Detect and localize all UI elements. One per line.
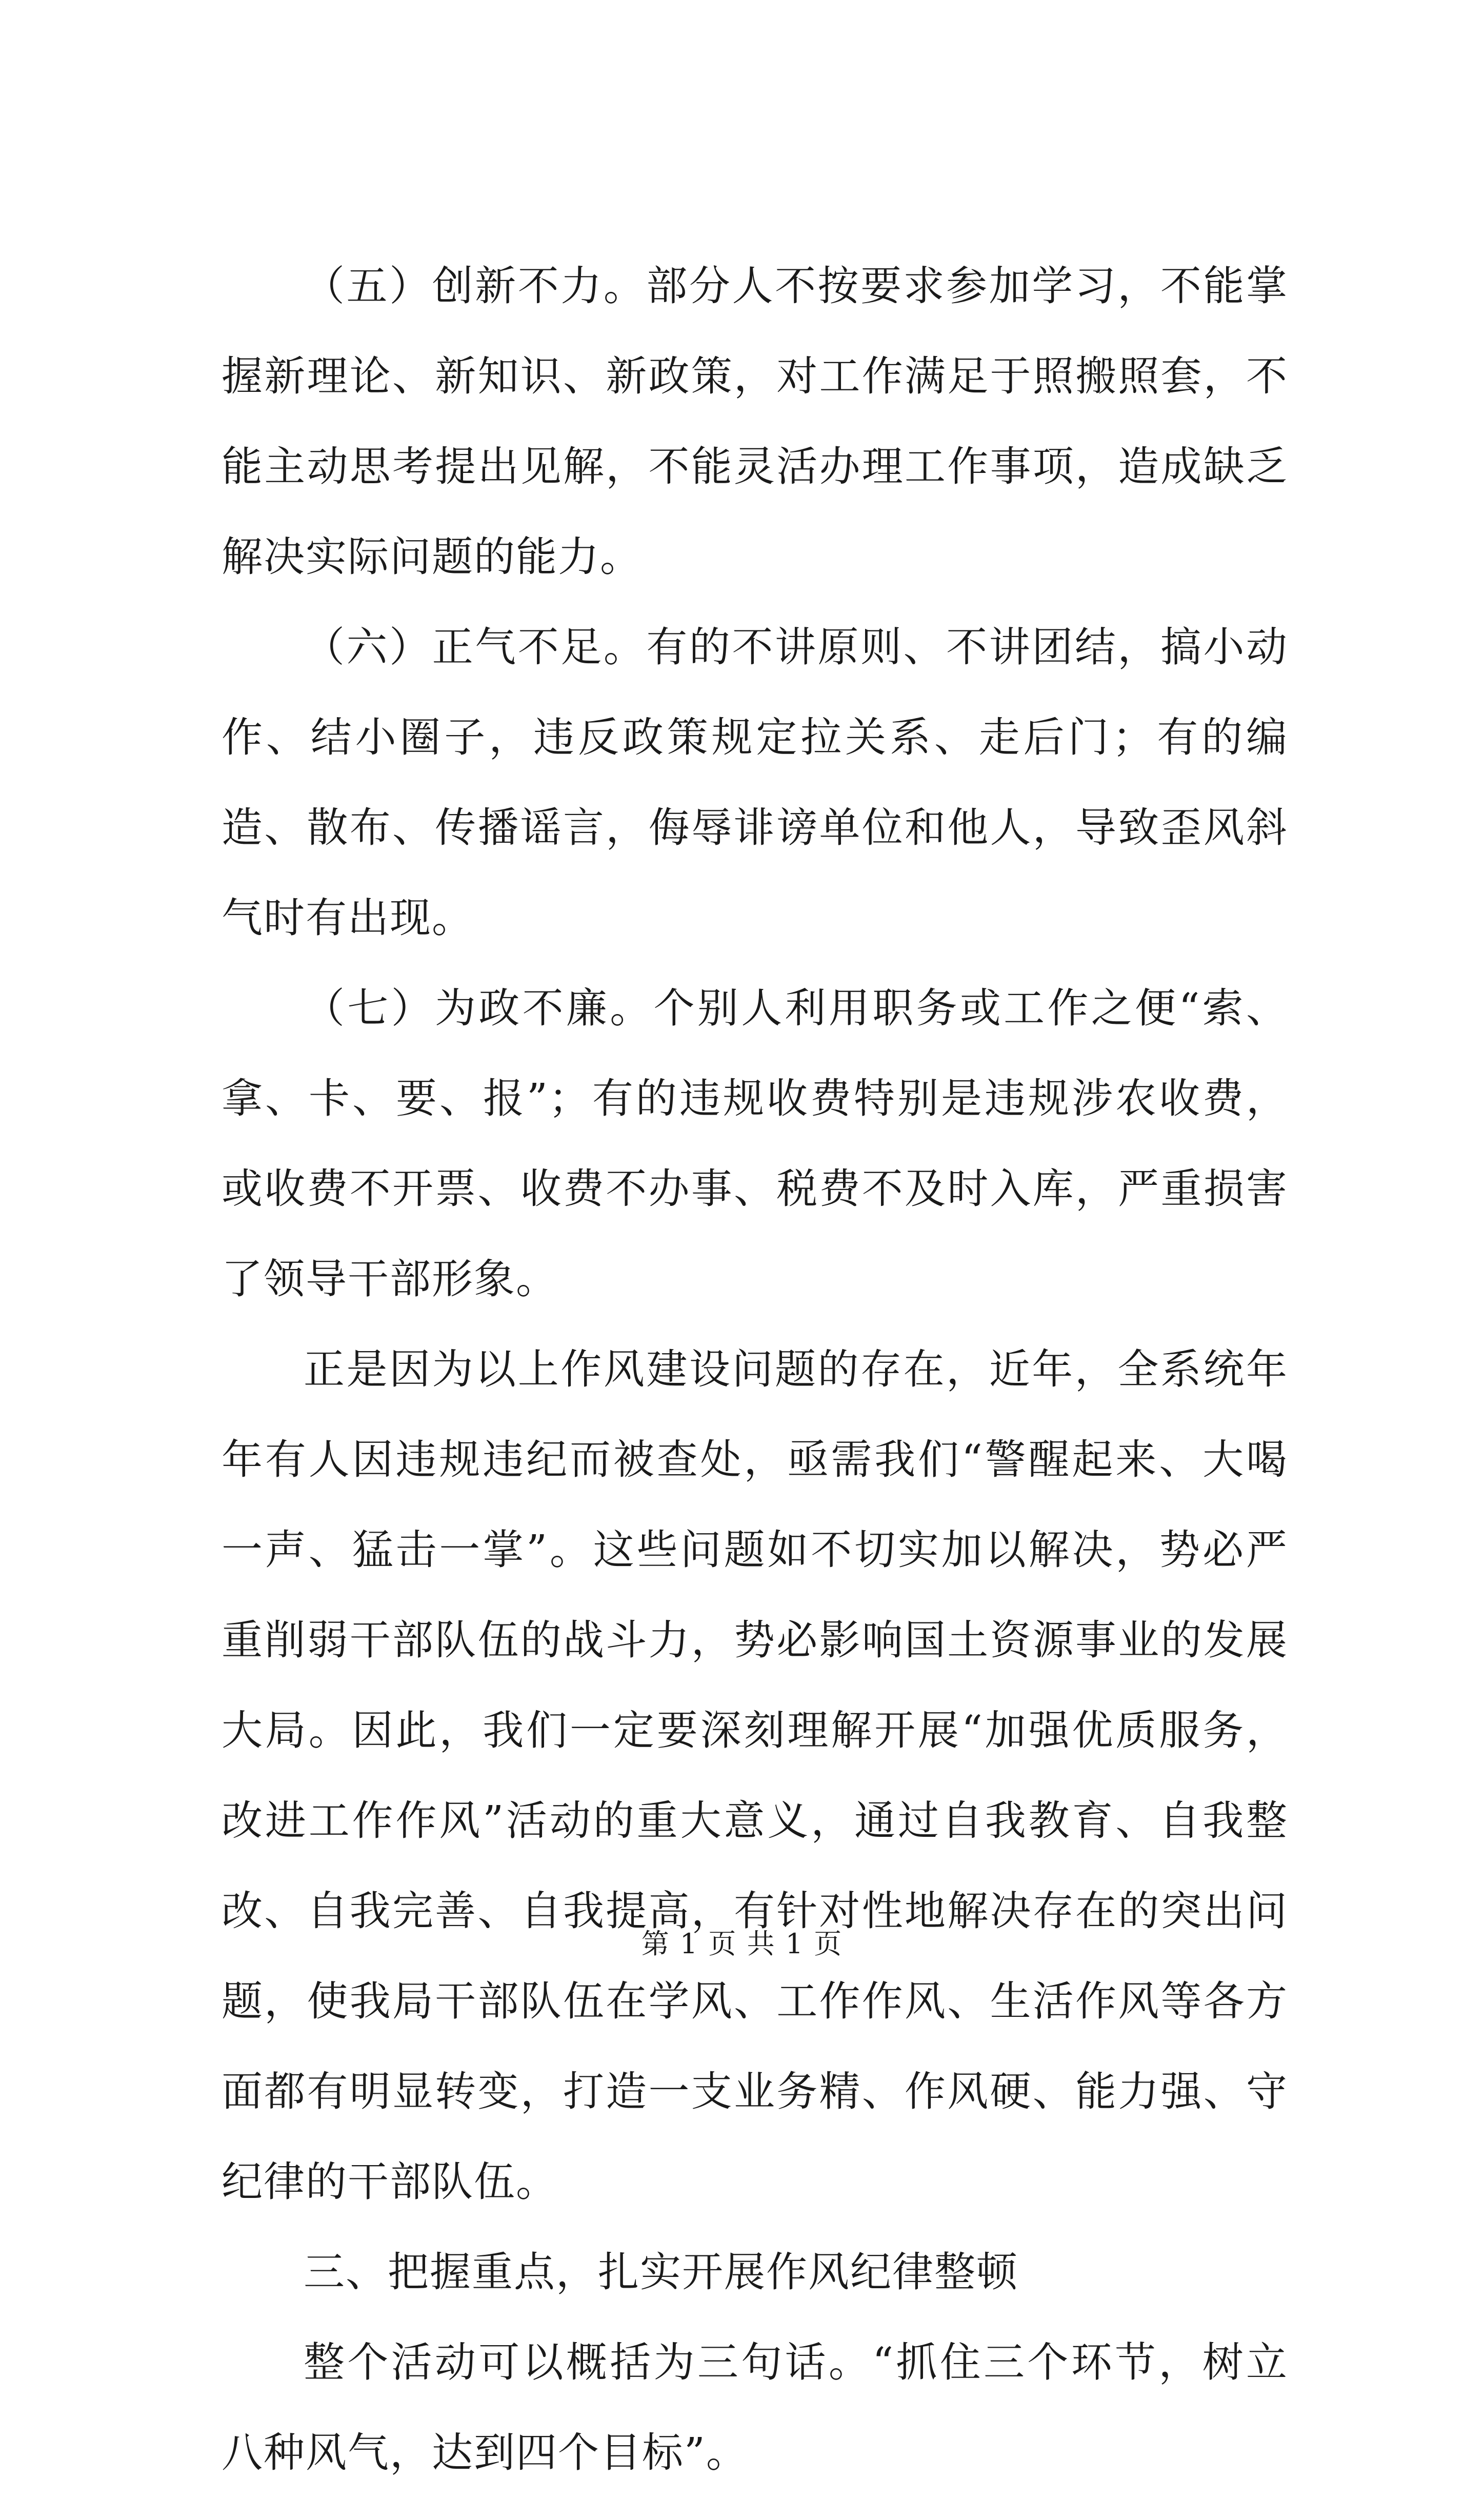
paragraph-significance: 正是因为以上作风建设问题的存在，近年，全系统年年有人因违规违纪而被查处，亟需我们“警醒起来、大喝一声、猛击一掌”。这些问题如不切实加以解决，势必严重削弱干部队伍的战斗力，势必影响国土资源事业的发展大局。因此，我们一定要深刻理解开展“加强优质服务，改进工作作风”活动的重大意义，通过自我教育、自我整改、自我完善、自我提高，有针对性地解决存在的突出问题，使我局干部队伍在学风、工作作风、生活作风等各方面都有明显转变，打造一支业务精、作风硬、能力强、守纪律的干部队伍。 — [222, 1345, 1288, 2206]
page-footer: 第 1 页 共 1 页 — [641, 1928, 843, 1960]
paragraph-integrity: （六）正气不足。有的不讲原则、不讲团结，搞小动作、结小圈子，违反政策规定拉关系、走后门；有的编造、散布、传播谣言，侮辱诽谤单位和他人，导致歪风斜气时有出现。 — [222, 623, 1288, 942]
paragraph-honesty: （七）为政不廉。个别人利用职务或工作之便“索、拿、卡、要、报”；有的违规收费特别是违规涉农收费，或收费不开票、收费不办事、税费不及时入库，严重损害了领导干部形象。 — [222, 984, 1288, 1303]
section-heading: 三、把握重点，扎实开展作风纪律整顿 — [304, 2248, 1018, 2296]
paragraph-innovation: （五）创新不力。部分人不按要求参加学习，不能掌握新理论、新知识、新政策，对工作满足于照搬照套，不能主动思考提出见解，不能灵活办理工作事项，造成缺乏解决实际问题的能力。 — [222, 262, 1288, 581]
document-body — [222, 241, 1288, 2498]
paragraph-summary: 整个活动可以概括为三句话。“抓住三个环节，树立八种风气，达到四个目标”。 — [222, 2338, 1288, 2476]
